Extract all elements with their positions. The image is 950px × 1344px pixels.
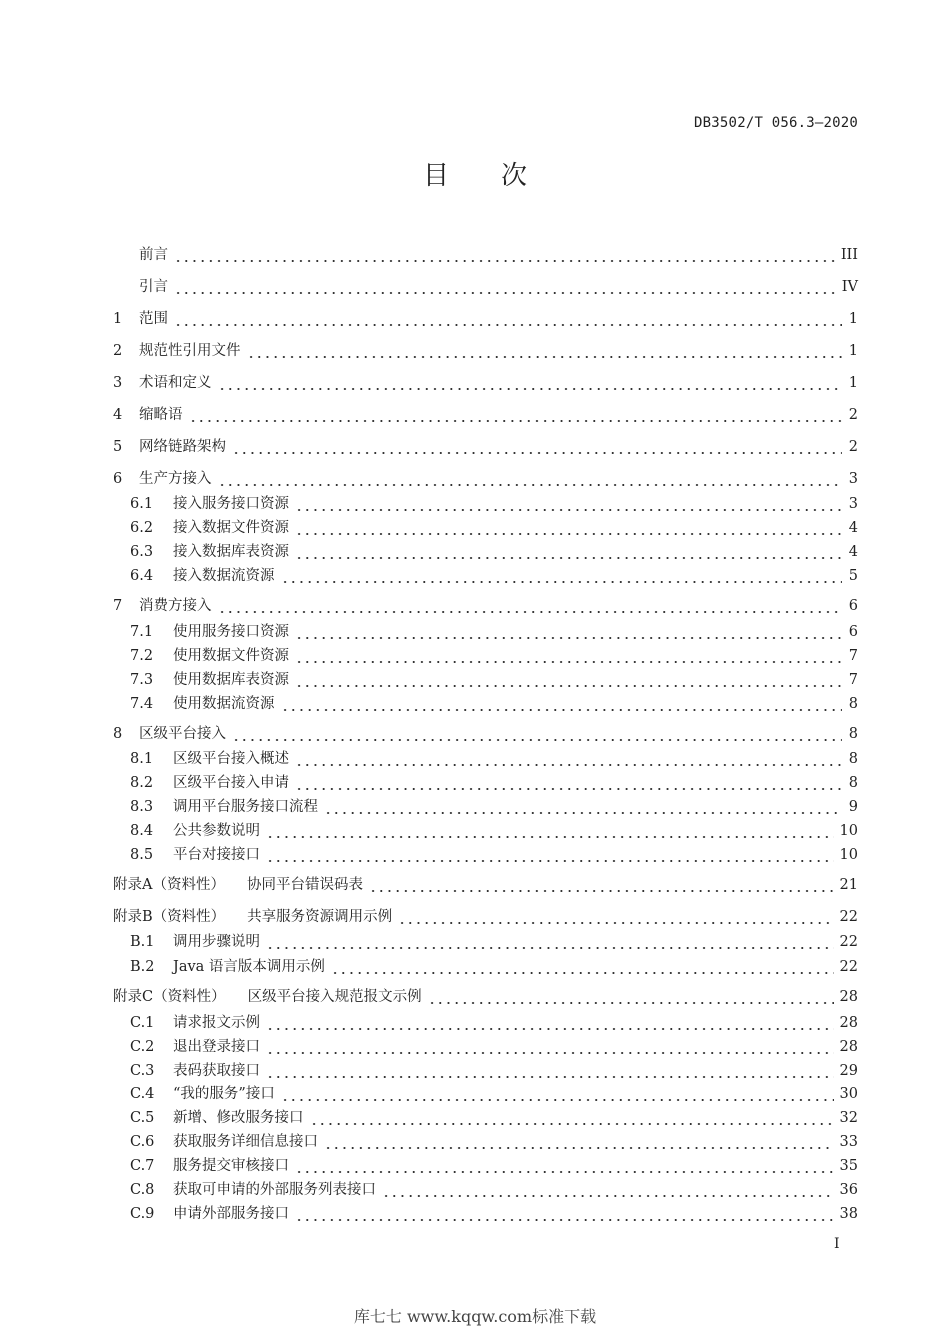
toc-entry-title: 区级平台接入规范报文示例 — [247, 989, 422, 1005]
toc-entry-title: 服务提交审核接口 — [173, 1158, 289, 1174]
toc-entry-page: 1 — [848, 375, 858, 391]
dot-leader — [324, 797, 842, 817]
toc-entry-number: 2 — [113, 343, 123, 359]
toc-entry-page: 6 — [848, 624, 858, 640]
toc-entry-number: 7 — [113, 598, 123, 614]
dot-leader — [295, 622, 842, 642]
toc-entry-title: 使用数据库表资源 — [173, 672, 289, 688]
page-number: I — [834, 1236, 840, 1252]
toc-entry-title: 申请外部服务接口 — [173, 1206, 289, 1222]
toc-entry-number: C.8 — [130, 1182, 155, 1198]
toc-entry-page: III — [840, 247, 858, 263]
toc-entry-title: 区级平台接入申请 — [173, 775, 289, 791]
dot-leader — [295, 670, 842, 690]
toc-entry-number: C.1 — [130, 1015, 155, 1031]
dot-leader — [174, 277, 836, 297]
toc-entry-title: 引言 — [139, 279, 168, 295]
toc-entry-title: 表码获取接口 — [173, 1063, 260, 1079]
toc-entry-title: 请求报文示例 — [173, 1015, 260, 1031]
dot-leader — [295, 749, 842, 769]
toc-entry[interactable] — [130, 1156, 858, 1176]
toc-entry[interactable] — [130, 1180, 858, 1200]
toc-entry-page: 22 — [839, 934, 858, 950]
toc-entry-number: 8.2 — [130, 775, 154, 791]
toc-entry-title: 新增、修改服务接口 — [173, 1110, 304, 1126]
toc-entry-title: 区级平台接入 — [139, 726, 226, 742]
toc-entry-page: 36 — [839, 1182, 858, 1198]
toc-entry-page: 8 — [848, 696, 858, 712]
toc-entry[interactable] — [113, 405, 858, 425]
toc-entry-page: 30 — [839, 1086, 858, 1102]
dot-leader — [247, 341, 843, 361]
toc-entry-title: 获取可申请的外部服务列表接口 — [173, 1182, 376, 1198]
dot-leader — [295, 646, 842, 666]
dot-leader — [295, 773, 842, 793]
toc-entry-number: 附录B（资料性） — [113, 909, 226, 925]
toc-entry[interactable] — [130, 1061, 858, 1081]
toc-entry-number: 6 — [113, 471, 123, 487]
toc-entry-page: 7 — [848, 648, 858, 664]
toc-entry-title: 消费方接入 — [139, 598, 212, 614]
toc-entry-number: 8.4 — [130, 823, 154, 839]
toc-entry-page: 29 — [839, 1063, 858, 1079]
toc-entry-title: 规范性引用文件 — [139, 343, 241, 359]
toc-entry-page: 28 — [839, 1015, 858, 1031]
dot-leader — [232, 724, 842, 744]
toc-entry-page: 4 — [848, 544, 858, 560]
dot-leader — [369, 875, 834, 895]
toc-entry-title: 使用服务接口资源 — [173, 624, 289, 640]
toc-entry-page: 9 — [848, 799, 858, 815]
toc-entry-page: 8 — [848, 775, 858, 791]
dot-leader — [295, 1156, 834, 1176]
toc-entry[interactable] — [113, 987, 858, 1007]
dot-leader — [174, 245, 835, 265]
toc-entry[interactable] — [130, 494, 858, 514]
toc-entry-page: 35 — [839, 1158, 858, 1174]
toc-entry-title: 接入数据文件资源 — [173, 520, 289, 536]
toc-entry[interactable] — [130, 797, 858, 817]
toc-entry-page: 38 — [839, 1206, 858, 1222]
dot-leader — [266, 821, 834, 841]
dot-leader — [266, 845, 834, 865]
toc-entry[interactable] — [113, 277, 858, 297]
toc-entry-number: 7.1 — [130, 624, 154, 640]
toc-entry-number: 6.1 — [130, 496, 154, 512]
toc-entry-title: 接入数据流资源 — [173, 568, 275, 584]
toc-entry[interactable] — [113, 245, 858, 265]
toc-entry-page: 1 — [848, 311, 858, 327]
toc-entry[interactable] — [113, 907, 858, 927]
toc-entry[interactable] — [130, 773, 858, 793]
toc-entry[interactable] — [130, 542, 858, 562]
toc-entry-number: B.1 — [130, 934, 155, 950]
toc-entry-number: C.4 — [130, 1086, 155, 1102]
toc-entry-number: B.2 — [130, 959, 155, 975]
toc-entry[interactable] — [113, 309, 858, 329]
toc-entry-page: 5 — [848, 568, 858, 584]
dot-leader — [266, 1013, 834, 1033]
dot-leader — [295, 518, 842, 538]
dot-leader — [281, 1084, 834, 1104]
toc-entry-number: 附录A（资料性） — [113, 877, 225, 893]
dot-leader — [295, 1204, 834, 1224]
toc-entry-page: 10 — [839, 847, 858, 863]
dot-leader — [266, 932, 834, 952]
toc-entry-number: 6.3 — [130, 544, 154, 560]
toc-entry-number: 7.4 — [130, 696, 154, 712]
toc-entry[interactable] — [130, 1108, 858, 1128]
document-code: DB3502/T 056.3—2020 — [694, 115, 858, 131]
toc-entry-number: 8.1 — [130, 751, 154, 767]
dot-leader — [218, 469, 843, 489]
toc-entry-page: 3 — [848, 471, 858, 487]
dot-leader — [189, 405, 843, 425]
toc-entry[interactable] — [130, 694, 858, 714]
toc-entry-page: 8 — [848, 751, 858, 767]
toc-entry-title: 获取服务详细信息接口 — [173, 1134, 318, 1150]
toc-entry-title: 缩略语 — [139, 407, 183, 423]
toc-entry-title: 协同平台错误码表 — [246, 877, 363, 893]
toc-entry[interactable] — [130, 670, 858, 690]
toc-entry[interactable] — [113, 724, 858, 744]
toc-entry-title: 接入数据库表资源 — [173, 544, 289, 560]
toc-entry[interactable] — [130, 749, 858, 769]
toc-entry-page: 2 — [848, 439, 858, 455]
dot-leader — [382, 1180, 834, 1200]
toc-entry-title: 公共参数说明 — [173, 823, 260, 839]
toc-entry-title: 平台对接接口 — [173, 847, 260, 863]
toc-entry-title: 术语和定义 — [139, 375, 212, 391]
toc-entry[interactable] — [130, 646, 858, 666]
toc-entry[interactable] — [130, 1013, 858, 1033]
toc-entry[interactable] — [130, 957, 858, 977]
toc-entry-page: 28 — [839, 1039, 858, 1055]
dot-leader — [218, 596, 843, 616]
toc-entry-number: C.9 — [130, 1206, 155, 1222]
toc-entry-number: 5 — [113, 439, 123, 455]
toc-entry-number: 8.5 — [130, 847, 154, 863]
toc-entry[interactable] — [113, 341, 858, 361]
dot-leader — [398, 907, 833, 927]
dot-leader — [174, 309, 842, 329]
toc-entry-page: 33 — [839, 1134, 858, 1150]
toc-entry-page: 1 — [848, 343, 858, 359]
toc-entry-number: 4 — [113, 407, 123, 423]
toc-entry[interactable] — [113, 373, 858, 393]
toc-entry[interactable] — [130, 518, 858, 538]
toc-entry-title: 前言 — [139, 247, 168, 263]
watermark: 库七七 www.kqqw.com标准下载 — [353, 1307, 597, 1326]
toc-entry-title: Java 语言版本调用示例 — [173, 959, 325, 975]
toc-entry-title: 共享服务资源调用示例 — [247, 909, 393, 925]
toc-entry[interactable] — [130, 1132, 858, 1152]
toc-entry-number: 1 — [113, 311, 123, 327]
toc-entry-page: 6 — [848, 598, 858, 614]
toc-entry-page: 10 — [839, 823, 858, 839]
dot-leader — [266, 1061, 834, 1081]
toc-entry-number: C.3 — [130, 1063, 155, 1079]
toc-entry-number: C.6 — [130, 1134, 155, 1150]
toc-entry-number: 6.4 — [130, 568, 154, 584]
toc-entry-number: 8 — [113, 726, 123, 742]
toc-entry-number: C.7 — [130, 1158, 155, 1174]
toc-entry[interactable] — [130, 1084, 858, 1104]
toc-entry[interactable] — [113, 469, 858, 489]
toc-entry-title: 使用数据文件资源 — [173, 648, 289, 664]
toc-entry-page: 22 — [839, 909, 858, 925]
toc-entry-page: 32 — [839, 1110, 858, 1126]
toc-entry-number: 7.2 — [130, 648, 154, 664]
toc-entry-number: 附录C（资料性） — [113, 989, 226, 1005]
toc-entry-page: IV — [841, 279, 858, 295]
toc-entry[interactable] — [130, 845, 858, 865]
toc-entry-page: 7 — [848, 672, 858, 688]
toc-entry[interactable] — [130, 821, 858, 841]
toc-entry-number: 8.3 — [130, 799, 154, 815]
toc-entry-title: 生产方接入 — [139, 471, 212, 487]
dot-leader — [232, 437, 842, 457]
dot-leader — [266, 1037, 834, 1057]
toc-entry-title: 范围 — [139, 311, 168, 327]
dot-leader — [218, 373, 843, 393]
dot-leader — [281, 694, 843, 714]
toc-entry-title: 退出登录接口 — [173, 1039, 260, 1055]
dot-leader — [295, 494, 842, 514]
toc-entry[interactable] — [130, 932, 858, 952]
toc-entry[interactable] — [130, 622, 858, 642]
toc-entry-page: 3 — [848, 496, 858, 512]
toc-entry-page: 22 — [839, 959, 858, 975]
dot-leader — [331, 957, 834, 977]
toc-entry[interactable] — [113, 875, 858, 895]
toc-entry-number: 7.3 — [130, 672, 154, 688]
toc-entry-number: 6.2 — [130, 520, 154, 536]
toc-entry-title: 使用数据流资源 — [173, 696, 275, 712]
toc-entry[interactable] — [130, 1037, 858, 1057]
toc-entry-number: 3 — [113, 375, 123, 391]
toc-entry-page: 8 — [848, 726, 858, 742]
toc-entry-title: “我的服务”接口 — [173, 1086, 275, 1102]
toc-entry-title: 网络链路架构 — [139, 439, 226, 455]
dot-leader — [310, 1108, 834, 1128]
page-title: 目次 — [422, 161, 579, 191]
toc-entry-page: 4 — [848, 520, 858, 536]
toc-entry-title: 区级平台接入概述 — [173, 751, 289, 767]
dot-leader — [428, 987, 834, 1007]
dot-leader — [295, 542, 842, 562]
dot-leader — [281, 566, 843, 586]
toc-entry[interactable] — [130, 566, 858, 586]
toc-entry-page: 28 — [839, 989, 858, 1005]
toc-entry-title: 调用步骤说明 — [173, 934, 260, 950]
toc-entry-number: C.2 — [130, 1039, 155, 1055]
toc-entry-page: 2 — [848, 407, 858, 423]
toc-entry-number: C.5 — [130, 1110, 155, 1126]
toc-entry-page: 21 — [839, 877, 858, 893]
toc-entry-title: 调用平台服务接口流程 — [173, 799, 318, 815]
dot-leader — [324, 1132, 834, 1152]
toc-entry-title: 接入服务接口资源 — [173, 496, 289, 512]
toc-entry[interactable] — [113, 437, 858, 457]
toc-entry[interactable] — [130, 1204, 858, 1224]
toc-entry[interactable] — [113, 596, 858, 616]
